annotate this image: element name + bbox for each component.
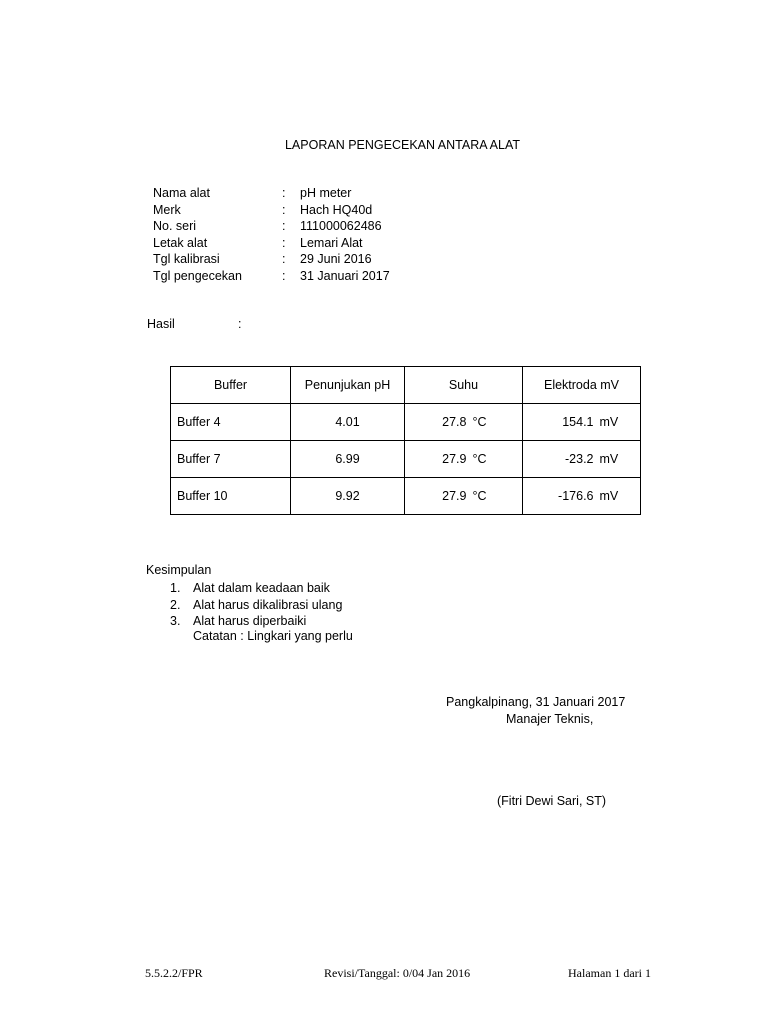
list-item <box>170 597 430 614</box>
suhu-value: 27.9 <box>442 452 467 466</box>
info-label: Tgl kalibrasi <box>153 252 220 266</box>
list-item <box>170 613 430 630</box>
cell-buffer: Buffer 10 <box>171 478 291 515</box>
cell-ph: 4.01 <box>291 404 405 441</box>
catatan-note: Catatan : Lingkari yang perlu <box>193 629 353 643</box>
info-row-merk <box>153 202 413 219</box>
info-value: Lemari Alat <box>300 235 363 250</box>
instrument-info <box>153 185 413 284</box>
cell-buffer: Buffer 7 <box>171 441 291 478</box>
info-value: 111000062486 <box>300 219 382 233</box>
info-row-tgl-pengecekan <box>153 268 413 285</box>
info-value: 29 Juni 2016 <box>300 252 372 266</box>
mv-unit: mV <box>599 452 619 466</box>
list-text: Alat dalam keadaan baik <box>193 581 330 595</box>
info-row-letak-alat <box>153 235 413 252</box>
cell-ph: 6.99 <box>291 441 405 478</box>
table-row <box>171 478 641 515</box>
suhu-value: 27.9 <box>442 489 467 503</box>
header-elektroda-mv: Elektroda mV <box>523 367 641 404</box>
info-row-no-seri <box>153 218 413 235</box>
info-label: Letak alat <box>153 235 208 250</box>
suhu-unit: °C <box>472 452 487 466</box>
list-text: Alat harus dikalibrasi ulang <box>193 597 343 612</box>
info-value: 31 Januari 2017 <box>300 268 390 283</box>
info-row-tgl-kalibrasi <box>153 251 413 268</box>
footer-document-code: 5.5.2.2/FPR <box>145 966 203 980</box>
cell-suhu <box>405 404 523 441</box>
header-penunjukan-ph: Penunjukan pH <box>291 367 405 404</box>
table-header-row <box>171 367 641 404</box>
list-text: Alat harus diperbaiki <box>193 614 307 628</box>
header-suhu: Suhu <box>405 367 523 404</box>
info-value: Hach HQ40d <box>300 202 373 217</box>
list-number: 2. <box>170 597 181 612</box>
mv-unit: mV <box>599 489 619 503</box>
suhu-unit: °C <box>472 415 487 429</box>
suhu-unit: °C <box>472 489 487 503</box>
signature-place-date: Pangkalpinang, 31 Januari 2017 <box>446 695 626 709</box>
cell-mv <box>523 478 641 515</box>
list-item <box>170 580 430 597</box>
info-label: Nama alat <box>153 186 210 200</box>
table-row <box>171 404 641 441</box>
mv-value: -176.6 <box>558 489 594 503</box>
hasil-label: Hasil <box>147 317 175 331</box>
mv-value: -23.2 <box>565 452 594 466</box>
list-number: 1. <box>170 581 181 595</box>
cell-suhu <box>405 441 523 478</box>
signature-role: Manajer Teknis, <box>506 712 594 726</box>
info-colon: : <box>282 235 286 250</box>
header-buffer: Buffer <box>171 367 291 404</box>
cell-ph: 9.92 <box>291 478 405 515</box>
info-row-nama-alat <box>153 185 413 202</box>
info-label: Tgl pengecekan <box>153 268 242 283</box>
info-label: No. seri <box>153 219 197 233</box>
info-colon: : <box>282 202 286 217</box>
footer-page-number: Halaman 1 dari 1 <box>568 966 651 980</box>
cell-mv <box>523 441 641 478</box>
mv-value: 154.1 <box>562 415 594 429</box>
info-value: pH meter <box>300 186 352 200</box>
cell-suhu <box>405 478 523 515</box>
cell-buffer: Buffer 4 <box>171 404 291 441</box>
cell-mv <box>523 404 641 441</box>
info-label: Merk <box>153 202 181 217</box>
list-number: 3. <box>170 614 181 628</box>
info-colon: : <box>282 268 286 283</box>
footer-revision: Revisi/Tanggal: 0/04 Jan 2016 <box>324 966 471 980</box>
kesimpulan-label: Kesimpulan <box>146 563 212 577</box>
signature-name: (Fitri Dewi Sari, ST) <box>497 794 607 808</box>
kesimpulan-list <box>170 580 430 630</box>
document-title: LAPORAN PENGECEKAN ANTARA ALAT <box>284 138 521 152</box>
table-row <box>171 441 641 478</box>
hasil-colon: : <box>238 317 242 331</box>
mv-unit: mV <box>599 415 619 429</box>
info-colon: : <box>282 186 286 200</box>
suhu-value: 27.8 <box>442 415 467 429</box>
info-colon: : <box>282 252 286 266</box>
info-colon: : <box>282 219 286 233</box>
results-table <box>170 366 641 515</box>
